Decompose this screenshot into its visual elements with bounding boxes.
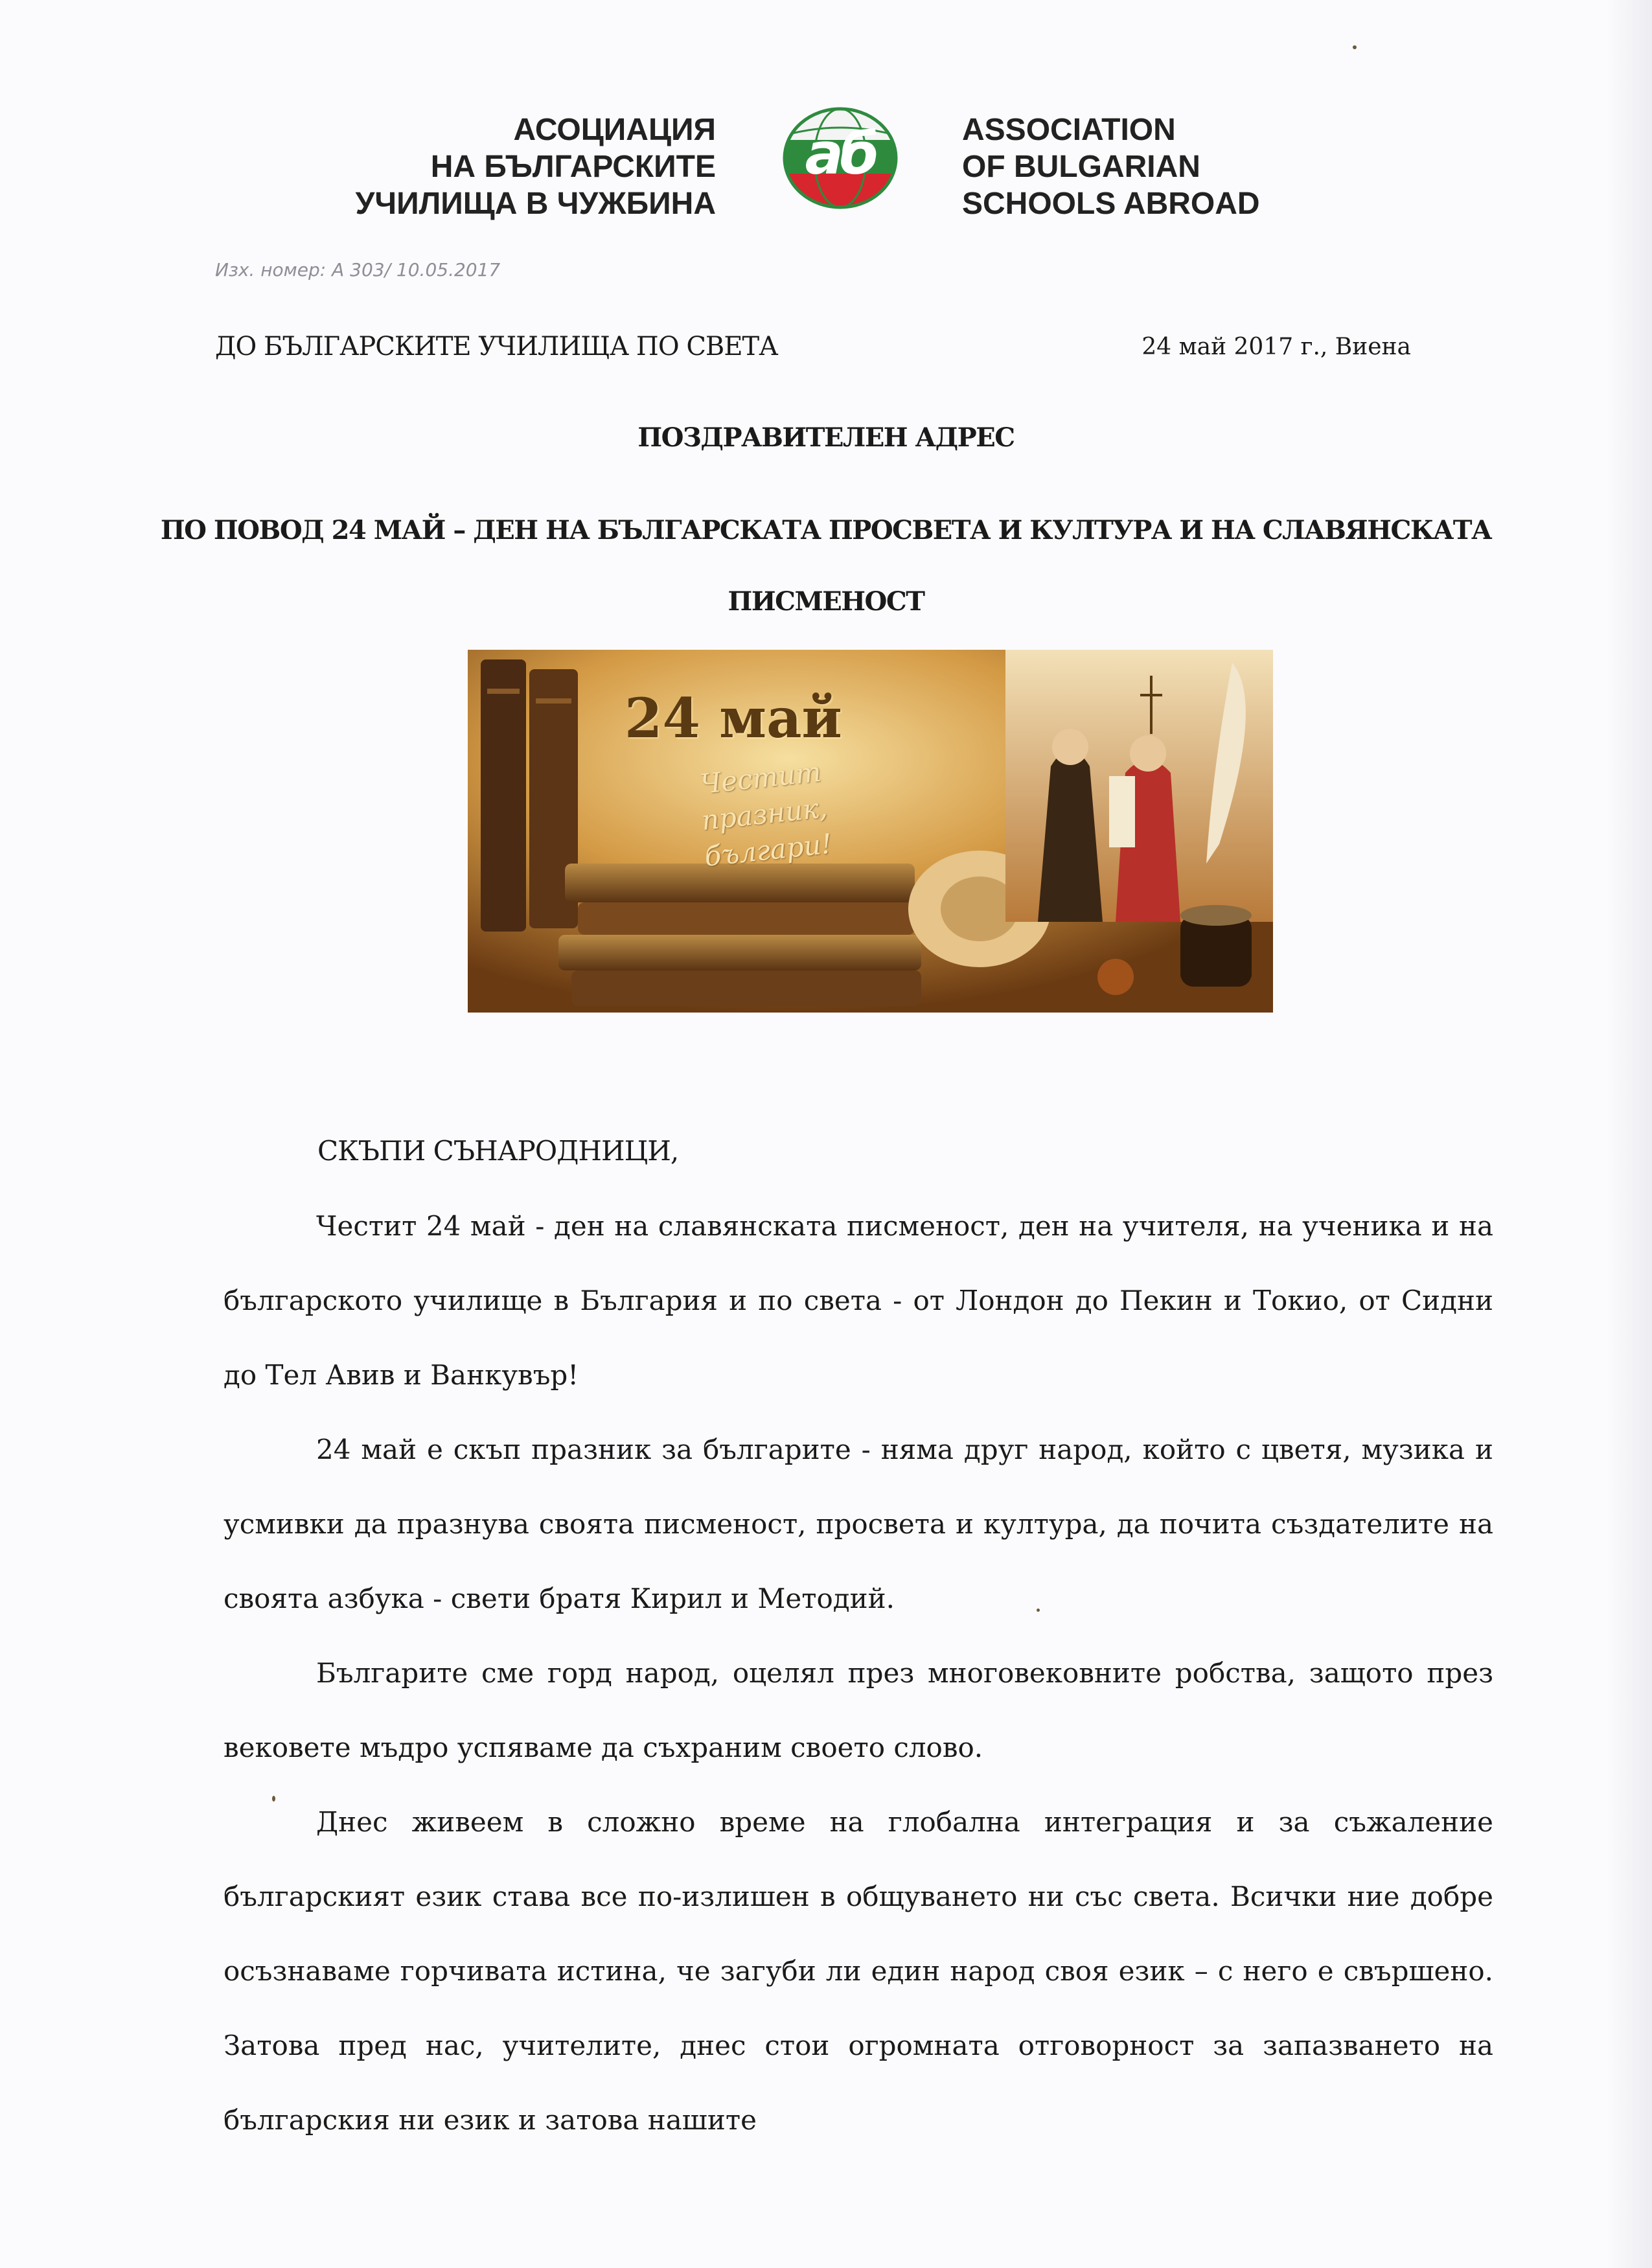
org-bg-line: УЧИЛИЩА В ЧУЖБИНА [355,187,716,221]
paper-speck [1353,45,1357,49]
title-line-3: ПИСМЕНОСТ [728,586,924,617]
organization-name-bg [292,111,716,222]
salutation: СКЪПИ СЪНАРОДНИЦИ, [317,1135,679,1167]
paragraph: 24 май е скъп празник за българите - няма друг народ, който с цветя, музика и усмивки да празнува своята писменост, просвета и култура, да почита създателите на своята азбука - свети братя Кирил и Методий. [224,1434,1493,1614]
banner-subtitle-line: Честит празник, [698,755,829,837]
logo-letters: аб [805,120,876,187]
paragraph: Българите сме горд народ, оцелял през многовековните робства, защото през вековете мъдро успяваме да съхраним своето слово. [224,1657,1493,1763]
greeting-image [468,650,1273,1013]
title-line-1: ПОЗДРАВИТЕЛЕН АДРЕС [637,422,1015,453]
banner-heading: 24 май [625,686,842,750]
org-bg-line: НА БЪЛГАРСКИТЕ [430,150,716,184]
paragraph: Честит 24 май - ден на славянската писменост, ден на учителя, на ученика и на българското училище в България и по света - от Лондон до Пекин и Токио, от Сидни до Тел Авив и Ванкувър! [224,1210,1493,1391]
org-bg-line: АСОЦИАЦИЯ [513,113,716,147]
reference-number: Изх. номер: А 303/ 10.05.2017 [215,259,501,281]
addressee: ДО БЪЛГАРСКИТЕ УЧИЛИЩА ПО СВЕТА [215,332,778,361]
letter-date: 24 май 2017 г., Виена [1141,334,1411,360]
org-en-line: ASSOCIATION [962,113,1176,147]
page-edge-shadow [1607,0,1652,2268]
title-line-2: ПО ПОВОД 24 МАЙ – ДЕН НА БЪЛГАРСКАТА ПРОСВЕТА И КУЛТУРА И НА СЛАВЯНСКАТА [160,515,1492,545]
org-en-line: OF BULGARIAN [962,150,1200,184]
org-en-line: SCHOOLS ABROAD [962,187,1260,221]
organization-name-en [962,111,1364,222]
banner-subtitle-line: българи! [703,827,834,873]
association-logo [779,102,902,212]
paragraph: Днес живеем в сложно време на глобална интеграция и за съжаление българският език става все по-излишен в общуването ни със света. Всички ние добре осъзнаваме горчивата истина, че загуби ли един народ своя език – с него е свършено. Затова пред нас, учителите, днес стои огромната отговорност за запазването на българския ни език и затова нашите [224,1806,1493,2136]
banner-subtitle [656,750,873,880]
